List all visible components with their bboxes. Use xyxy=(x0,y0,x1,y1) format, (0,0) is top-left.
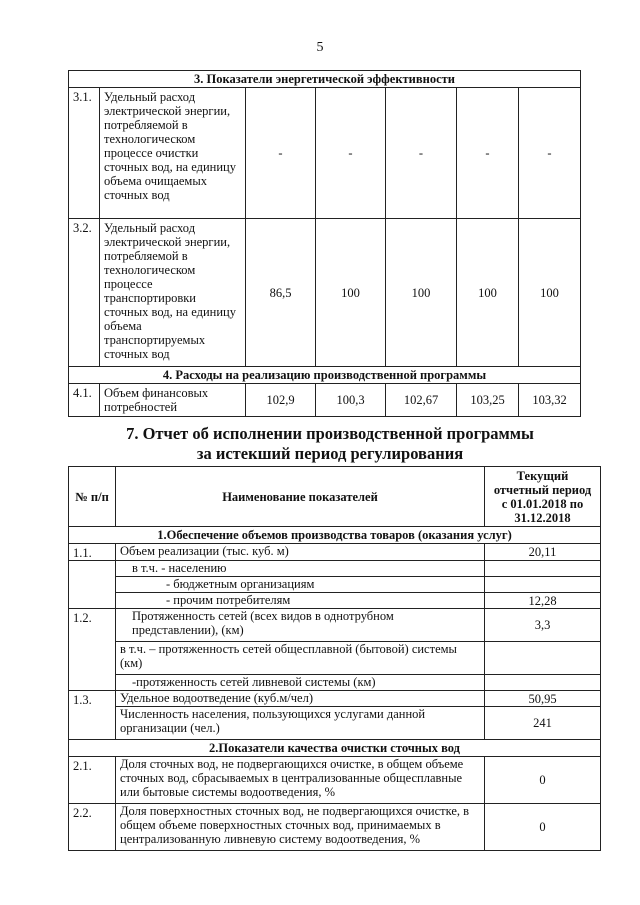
section7-title-line1: 7. Отчет об исполнении производственной программы xyxy=(126,424,534,443)
value-cell: - xyxy=(519,88,581,219)
row-number: 3.1. xyxy=(69,88,100,219)
row-name: Доля сточных вод, не подвергающихся очистке, в общем объеме сточных вод, сбрасываемых в централизованные общесплавные или бытовые системы водоотведения, % xyxy=(116,757,485,804)
section1-row xyxy=(69,527,601,544)
row-name: Объем реализации (тыс. куб. м) xyxy=(116,544,485,561)
header-name: Наименование показателей xyxy=(116,467,485,527)
row-name: Удельное водоотведение (куб.м/чел) xyxy=(116,691,485,707)
value-cell xyxy=(485,642,601,675)
table-row xyxy=(69,561,601,577)
row-name: Объем финансовых потребностей xyxy=(100,384,246,417)
value-cell: - xyxy=(457,88,519,219)
section3-title: 3. Показатели энергетической эффективности xyxy=(69,71,581,88)
row-name: Протяженность сетей (всех видов в однотрубном представлении), (км) xyxy=(116,609,485,642)
energy-efficiency-table xyxy=(68,70,581,417)
value-cell: 12,28 xyxy=(485,593,601,609)
value-cell: - xyxy=(246,88,316,219)
page-number: 5 xyxy=(316,40,324,55)
row-number: 1.3. xyxy=(69,691,116,740)
value-cell: 0 xyxy=(485,804,601,851)
header-num: № п/п xyxy=(69,467,116,527)
row-number: 1.2. xyxy=(69,609,116,691)
table-row xyxy=(69,757,601,804)
value-cell: 50,95 xyxy=(485,691,601,707)
header-period xyxy=(485,467,601,527)
header-period-line: 31.12.2018 xyxy=(514,510,571,525)
row-name: в т.ч. – протяженность сетей общесплавной (бытовой) системы (км) xyxy=(116,642,485,675)
table-row xyxy=(69,219,581,367)
value-cell: 100 xyxy=(457,219,519,367)
row-name: в т.ч. - населению xyxy=(116,561,485,577)
header-period-line: отчетный период xyxy=(493,482,592,497)
header-row xyxy=(69,467,601,527)
section2-row xyxy=(69,740,601,757)
table-row xyxy=(69,804,601,851)
row-number-empty xyxy=(69,561,116,609)
row-name: -протяженность сетей ливневой системы (км) xyxy=(116,675,485,691)
value-cell: 3,3 xyxy=(485,609,601,642)
row-number: 2.2. xyxy=(69,804,116,851)
value-cell: 100 xyxy=(316,219,386,367)
value-cell: 103,25 xyxy=(457,384,519,417)
header-period-line: с 01.01.2018 по xyxy=(501,496,584,511)
table-row xyxy=(69,691,601,707)
table-row xyxy=(69,577,601,593)
table-row xyxy=(69,544,601,561)
value-cell: 102,67 xyxy=(386,384,457,417)
section7-title xyxy=(0,424,640,464)
row-number: 2.1. xyxy=(69,757,116,804)
value-cell: 100,3 xyxy=(316,384,386,417)
section7-title-line2: за истекший период регулирования xyxy=(196,444,464,463)
table-row xyxy=(69,609,601,642)
section2-title: 2.Показатели качества очистки сточных вод xyxy=(69,740,601,757)
value-cell xyxy=(485,675,601,691)
value-cell xyxy=(485,561,601,577)
row-number: 3.2. xyxy=(69,219,100,367)
row-name: Удельный расход электрической энергии, потребляемой в технологическом процессе очистки сточных вод, на единицу объема очищаемых сточных вод xyxy=(100,88,246,219)
value-cell: 100 xyxy=(519,219,581,367)
row-name: Удельный расход электрической энергии, потребляемой в технологическом процессе транспортировки сточных вод, на единицу объема транспортируемых сточных вод xyxy=(100,219,246,367)
row-name: - прочим потребителям xyxy=(116,593,485,609)
value-cell: 103,32 xyxy=(519,384,581,417)
table-row xyxy=(69,707,601,740)
value-cell: - xyxy=(316,88,386,219)
value-cell: 20,11 xyxy=(485,544,601,561)
table-row xyxy=(69,675,601,691)
value-cell: 86,5 xyxy=(246,219,316,367)
value-cell xyxy=(485,577,601,593)
value-cell: 102,9 xyxy=(246,384,316,417)
row-name: - бюджетным организациям xyxy=(116,577,485,593)
value-cell: 0 xyxy=(485,757,601,804)
value-cell: - xyxy=(386,88,457,219)
program-report-table xyxy=(68,466,601,851)
section4-row xyxy=(69,367,581,384)
table-row xyxy=(69,384,581,417)
section4-title: 4. Расходы на реализацию производственной программы xyxy=(69,367,581,384)
row-number: 1.1. xyxy=(69,544,116,561)
table-row xyxy=(69,88,581,219)
row-name: Численность населения, пользующихся услугами данной организации (чел.) xyxy=(116,707,485,740)
value-cell: 100 xyxy=(386,219,457,367)
section3-row xyxy=(69,71,581,88)
header-period-line: Текущий xyxy=(516,468,569,483)
section1-title: 1.Обеспечение объемов производства товаров (оказания услуг) xyxy=(69,527,601,544)
row-name: Доля поверхностных сточных вод, не подвергающихся очистке, в общем объеме поверхностных сточных вод, принимаемых в централизованную ливневую систему водоотведения, % xyxy=(116,804,485,851)
table-row xyxy=(69,593,601,609)
value-cell: 241 xyxy=(485,707,601,740)
row-number: 4.1. xyxy=(69,384,100,417)
table-row xyxy=(69,642,601,675)
